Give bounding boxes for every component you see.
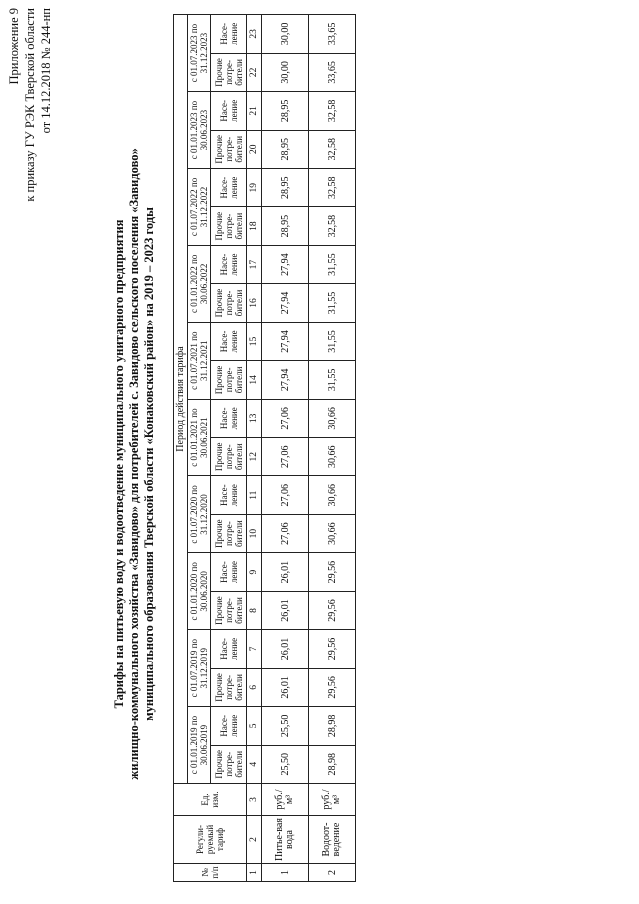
header-other-consumers: Прочие потре-бители <box>211 438 247 476</box>
tariff-value: 33,65 <box>309 53 356 91</box>
header-period: с 01.01.2023 по 30.06.2023 <box>188 92 211 169</box>
column-number: 14 <box>247 361 262 399</box>
row-unit: руб./м³ <box>309 784 356 816</box>
header-period: с 01.01.2021 по 30.06.2021 <box>188 399 211 476</box>
column-number: 11 <box>247 476 262 514</box>
column-number: 15 <box>247 322 262 360</box>
column-number: 7 <box>247 630 262 668</box>
tariff-value: 29,56 <box>309 630 356 668</box>
tariff-value: 26,01 <box>262 630 309 668</box>
tariff-value: 29,56 <box>309 668 356 706</box>
header-tariff: Регули-руемый тариф <box>174 816 247 864</box>
header-period: с 01.01.2019 по 30.06.2019 <box>188 707 211 784</box>
row-unit: руб./м³ <box>262 784 309 816</box>
header-population: Насе-ление <box>211 92 247 130</box>
header-population: Насе-ление <box>211 15 247 54</box>
tariff-value: 26,01 <box>262 553 309 591</box>
tariff-value: 27,94 <box>262 284 309 322</box>
appendix-line-2: к приказу ГУ РЭК Тверской области <box>23 8 37 202</box>
tariff-value: 28,95 <box>262 207 309 245</box>
tariff-value: 28,95 <box>262 130 309 168</box>
header-other-consumers: Прочие потре-бители <box>211 514 247 552</box>
header-period: с 01.07.2023 по 31.12.2023 <box>188 15 211 92</box>
header-other-consumers: Прочие потре-бители <box>211 668 247 706</box>
header-population: Насе-ление <box>211 476 247 514</box>
row-number: 1 <box>262 864 309 882</box>
appendix-header <box>6 8 54 202</box>
header-population: Насе-ление <box>211 707 247 745</box>
header-other-consumers: Прочие потре-бители <box>211 53 247 91</box>
tariff-value: 27,94 <box>262 245 309 283</box>
column-number: 5 <box>247 707 262 745</box>
header-unit: Ед. изм. <box>174 784 247 816</box>
column-number: 20 <box>247 130 262 168</box>
table-row <box>309 15 356 882</box>
tariff-value: 30,00 <box>262 53 309 91</box>
tariff-value: 30,66 <box>309 514 356 552</box>
header-period: с 01.01.2020 по 30.06.2020 <box>188 553 211 630</box>
header-other-consumers: Прочие потре-бители <box>211 207 247 245</box>
tariff-value: 28,95 <box>262 92 309 130</box>
tariff-value: 27,94 <box>262 361 309 399</box>
header-period: с 01.01.2022 по 30.06.2022 <box>188 245 211 322</box>
title-line-3: муниципального образования Тверской области «Конаковский район» на 2019 – 2023 годы <box>142 207 156 721</box>
tariff-value: 30,66 <box>309 438 356 476</box>
header-other-consumers: Прочие потре-бители <box>211 361 247 399</box>
tariff-value: 27,06 <box>262 476 309 514</box>
tariff-value: 31,55 <box>309 245 356 283</box>
header-period-group: Период действия тарифа <box>174 15 188 784</box>
header-population: Насе-ление <box>211 553 247 591</box>
tariff-value: 30,00 <box>262 15 309 54</box>
tariff-value: 27,94 <box>262 322 309 360</box>
column-number: 12 <box>247 438 262 476</box>
header-period: с 01.07.2020 по 31.12.2020 <box>188 476 211 553</box>
column-number: 1 <box>247 864 262 882</box>
title-line-2: жилищно-коммунального хозяйства «Завидово» для потребителей с. Завидово сельского поселения «Завидово» <box>127 148 141 780</box>
tariff-value: 31,55 <box>309 322 356 360</box>
header-period: с 01.07.2021 по 31.12.2021 <box>188 322 211 399</box>
column-number: 10 <box>247 514 262 552</box>
table-row <box>262 15 309 882</box>
tariff-value: 28,98 <box>309 707 356 745</box>
row-tariff-name: Водоот-ведение <box>309 816 356 864</box>
tariff-value: 29,56 <box>309 591 356 629</box>
tariff-value: 30,66 <box>309 476 356 514</box>
header-period: с 01.07.2022 по 31.12.2022 <box>188 169 211 246</box>
row-tariff-name: Питье-вая вода <box>262 816 309 864</box>
header-other-consumers: Прочие потре-бители <box>211 130 247 168</box>
tariff-value: 29,56 <box>309 553 356 591</box>
column-number: 16 <box>247 284 262 322</box>
row-number: 2 <box>309 864 356 882</box>
header-population: Насе-ление <box>211 245 247 283</box>
tariff-value: 30,66 <box>309 399 356 437</box>
column-number: 8 <box>247 591 262 629</box>
tariff-value: 32,58 <box>309 207 356 245</box>
tariff-value: 32,58 <box>309 130 356 168</box>
tariff-value: 27,06 <box>262 514 309 552</box>
header-population: Насе-ление <box>211 630 247 668</box>
header-population: Насе-ление <box>211 399 247 437</box>
tariff-value: 31,55 <box>309 284 356 322</box>
column-number: 9 <box>247 553 262 591</box>
column-number: 21 <box>247 92 262 130</box>
column-number: 3 <box>247 784 262 816</box>
tariff-value: 33,65 <box>309 15 356 54</box>
column-number: 23 <box>247 15 262 54</box>
header-population: Насе-ление <box>211 322 247 360</box>
tariff-value: 31,55 <box>309 361 356 399</box>
tariff-value: 25,50 <box>262 707 309 745</box>
column-number: 4 <box>247 745 262 783</box>
column-number: 18 <box>247 207 262 245</box>
column-number: 6 <box>247 668 262 706</box>
tariff-value: 27,06 <box>262 399 309 437</box>
appendix-line-1: Приложение 9 <box>7 8 21 85</box>
appendix-line-3: от 14.12.2018 № 244-нп <box>39 8 53 134</box>
header-period: с 01.07.2019 по 31.12.2019 <box>188 630 211 707</box>
tariff-table <box>173 14 356 882</box>
header-population: Насе-ление <box>211 169 247 207</box>
column-number: 19 <box>247 169 262 207</box>
column-number: 13 <box>247 399 262 437</box>
tariff-value: 28,98 <box>309 745 356 783</box>
tariff-value: 32,58 <box>309 92 356 130</box>
tariff-value: 25,50 <box>262 745 309 783</box>
title-line-1: Тарифы на питьевую воду и водоотведение муниципального унитарного предприятия <box>112 219 126 709</box>
column-number: 22 <box>247 53 262 91</box>
tariff-value: 27,06 <box>262 438 309 476</box>
column-number: 17 <box>247 245 262 283</box>
column-number: 2 <box>247 816 262 864</box>
header-other-consumers: Прочие потре-бители <box>211 591 247 629</box>
header-other-consumers: Прочие потре-бители <box>211 284 247 322</box>
tariff-value: 28,95 <box>262 169 309 207</box>
document-title <box>112 144 157 784</box>
tariff-value: 26,01 <box>262 591 309 629</box>
header-num: № п/п <box>174 864 247 882</box>
tariff-value: 26,01 <box>262 668 309 706</box>
tariff-value: 32,58 <box>309 169 356 207</box>
header-other-consumers: Прочие потре-бители <box>211 745 247 783</box>
